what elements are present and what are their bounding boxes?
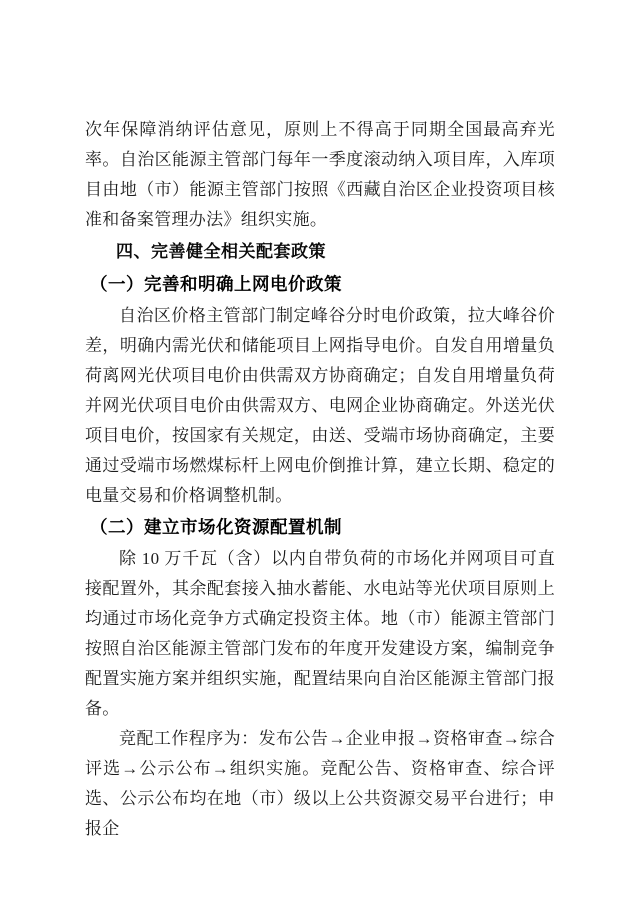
subsection-heading-2: （二）建立市场化资源配置机制 (90, 517, 342, 537)
subsection-2-paragraph-2: 竞配工作程序为：发布公告→企业申报→资格审查→综合评选→公示公布→组织实施。竞配公告、资格审查、综合评选、公示公布均在地（市）级以上公共资源交易平台进行；申报企 (85, 729, 555, 838)
subsection-heading-1: （一）完善和明确上网电价政策 (90, 274, 342, 294)
section-heading-4: 四、完善健全相关配套政策 (116, 242, 326, 261)
subsection-2-paragraph-1: 除 10 万千瓦（含）以内自带负荷的市场化并网项目可直接配置外，其余配套接入抽水蓄能、水电站等光伏项目原则上均通过市场化竞争方式确定投资主体。地（市）能源主管部门按照自治区能源主管部门发布的年度开发建设方案，编制竞争配置实施方案并组织实施，配置结果向自治区能源主管部门报备。 (85, 549, 555, 718)
subsection-1-paragraph: 自治区价格主管部门制定峰谷分时电价政策，拉大峰谷价差，明确内需光伏和储能项目上网指导电价。自发自用增量负荷离网光伏项目电价由供需双方协商确定；自发自用增量负荷并网光伏项目电价由供需双方、电网企业协商确定。外送光伏项目电价，按国家有关规定，由送、受端市场协商确定，主要通过受端市场燃煤标杆上网电价倒推计算，建立长期、稳定的电量交易和价格调整机制。 (85, 306, 555, 505)
paragraph-continuation: 次年保障消纳评估意见，原则上不得高于同期全国最高弃光率。自治区能源主管部门每年一季度滚动纳入项目库，入库项目由地（市）能源主管部门按照《西藏自治区企业投资项目核准和备案管理办法》组织实施。 (85, 120, 555, 229)
